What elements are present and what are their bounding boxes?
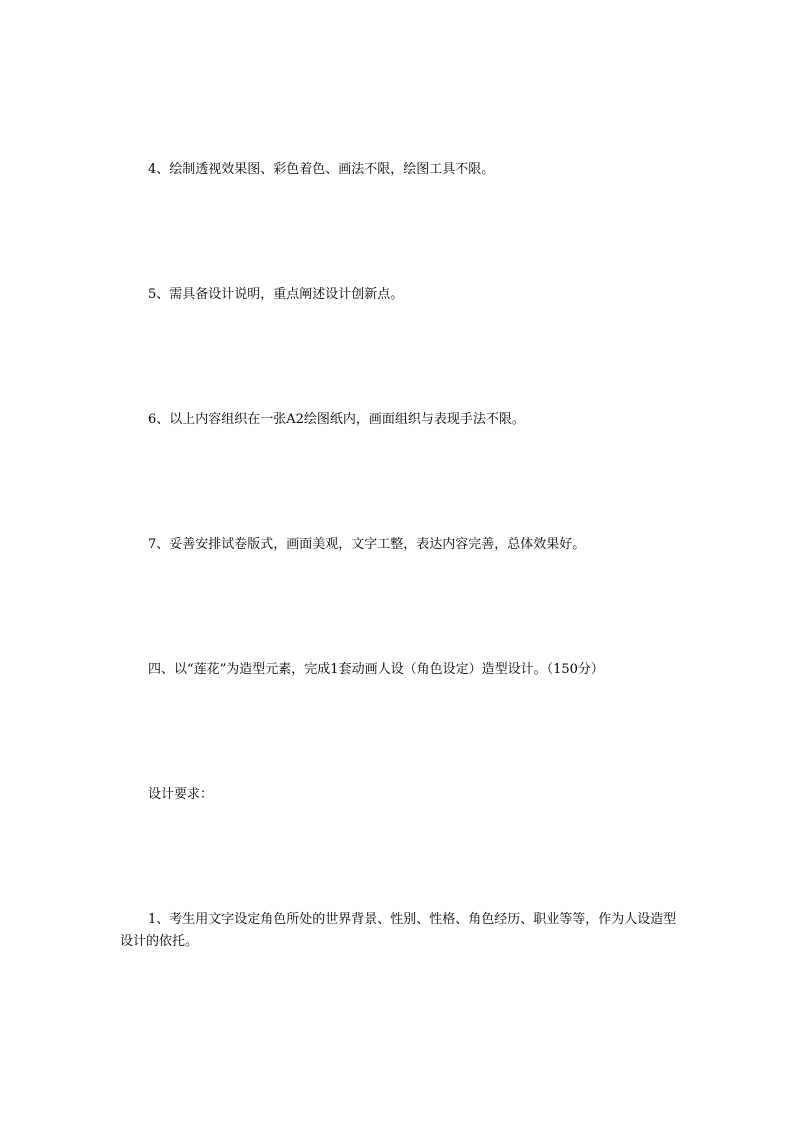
- design-requirement-item-1: 1、考生用文字设定角色所处的世界背景、性别、性格、角色经历、职业等等，作为人设造型设计的依托。: [120, 912, 677, 949]
- requirement-item-5: 5、需具备设计说明，重点阐述设计创新点。: [148, 287, 404, 302]
- requirement-item-7: 7、妥善安排试卷版式，画面美观，文字工整，表达内容完善，总体效果好。: [148, 537, 586, 552]
- design-requirements-label: 设计要求：: [148, 787, 214, 802]
- requirement-item-6: 6、以上内容组织在一张A2绘图纸内，画面组织与表现手法不限。: [148, 412, 525, 427]
- question-four-heading: 四、以“莲花”为造型元素，完成1套动画人设（角色设定）造型设计。（150分）: [148, 662, 604, 677]
- requirement-item-4: 4、绘制透视效果图、彩色着色、画法不限，绘图工具不限。: [148, 162, 495, 177]
